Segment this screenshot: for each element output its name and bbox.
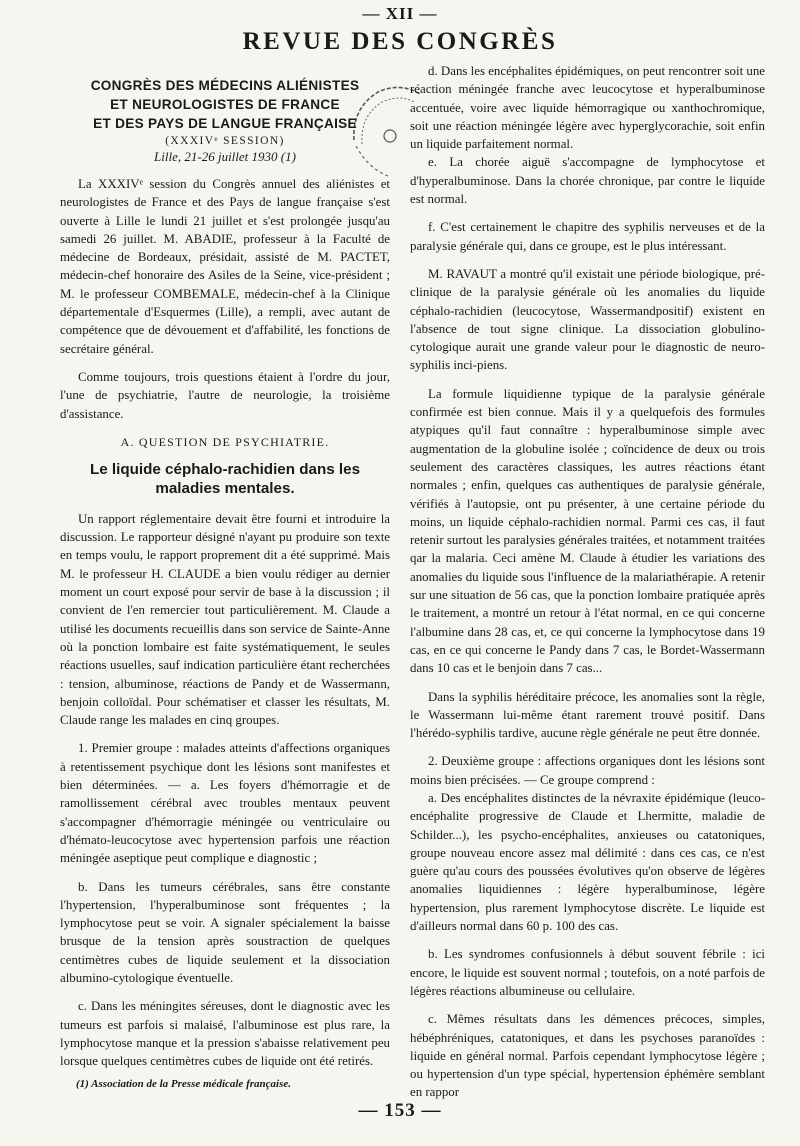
- group1c-paragraph: c. Dans les méningites séreuses, dont le diagnostic avec les tumeurs est parfois si malaisé, l'albuminose est plus rare, la lymphocytose manque et la pression s'abaisse relativement peu lorsque quelques centimètres cubes de liquide ont été retirés.: [60, 999, 390, 1069]
- g2b-paragraph: b. Les syndromes confusionnels à début souvent fébrile : ici encore, le liquide est souvent normal ; toutefois, on a noté parfois de légères réactions albumineuse ou cellulaire.: [410, 947, 765, 998]
- page-number-top: — XII —: [362, 4, 438, 23]
- right-column: [410, 62, 765, 1102]
- article-title: Le liquide céphalo-rachidien dans les maladies mentales.: [89, 460, 361, 497]
- d-paragraph: d. Dans les encéphalites épidémiques, on peut rencontrer soit une réaction méningée franche avec leucocytose et hyperalbuminose accentuée, voire avec liquide hémorragique ou xanthochromique, soit une réaction méningée légère avec hyperglycorachie, soit enfin un liquide parfaitement normal.: [410, 64, 765, 152]
- rapport-paragraph: Un rapport réglementaire devait être fourni et introduire la discussion. Le rapporteur désigné n'ayant pu produire son texte en temps voulu, le rapport proprement dit a été supprimé. Mais M. le professeur H. CLAUDE a bien voulu rédiger au dernier moment un court exposé pour servir de base à la discussion ; il convient de l'en remercier tout particulièrement. M. Claude a utilisé les documents recueillis dans son service de Sainte-Anne où la ponction lombaire est faite systématiquement, le seules réactions usuelles, sauf indication particulière étant recherchées : tension, albuminose, réactions de Pandy et de Wassermann, benjoin colloïdal. Pour schématiser et classer les résultats, M. Claude range les malades en cinq groupes.: [60, 511, 390, 728]
- congress-title-line1: CONGRÈS DES MÉDECINS ALIÉNISTES: [90, 78, 360, 93]
- session-label: (XXXIVᵉ SESSION): [165, 135, 285, 147]
- intro-paragraph: La XXXIVᵉ session du Congrès annuel des aliénistes et neurologistes de France et des Pays de langue française s'est ouverte à Lille le lundi 21 juillet et s'est prolongée jusqu'au samedi 26 juillet. M. ABADIE, professeur à la Faculté de médecine de Bordeaux, présidait, assisté de M. PACTET, médecin-chef honoraire des Asiles de la Seine, vice-président ; M. le professeur COMBEMALE, médecin-chef à la Clinique départementale d'Esquermes (Lille), a rempli, avec autant de compétence que de dévouement et d'affabilité, les fonctions de secrétaire général.: [60, 177, 390, 356]
- congress-title: [60, 76, 390, 133]
- question-heading: A. QUESTION DE PSYCHIATRIE.: [120, 434, 330, 449]
- g2a-paragraph: a. Des encéphalites distinctes de la névraxite épidémique (leuco-encéphalite progressive de Claude et Lhermitte, maladie de Schilder...), les psycho-encéphalites, anxieuses ou catatoniques, groupe nouveau encore assez mal délimité : dans ces cas, ce n'est guère qu'au cours des poussées évolutives qu'on observe de légères anomalies liquidiennes : légère hyperalbuminose, légère hypertension, plus rarement lymphocytose discrète. Le liquide est d'ailleurs normal dans 60 p. 100 des cas.: [410, 790, 765, 934]
- section-title: REVUE DES CONGRÈS: [242, 28, 558, 55]
- g2c-paragraph: c. Mêmes résultats dans les démences précoces, simples, hébéphréniques, catatoniques, et dans les psychoses paranoïdes : liquide en général normal. Parfois cependant lymphocytose légère ; ou hypertension d'un type spécial, hypertension éphémère semblant en rappor: [410, 1012, 765, 1100]
- questions-paragraph: Comme toujours, trois questions étaient à l'ordre du jour, l'une de psychiatrie, l'autre de neurologie, la troisième d'assistance.: [60, 369, 390, 421]
- congress-title-line2: ET NEUROLOGISTES DE FRANCE: [110, 97, 340, 112]
- dateline: Lille, 21-26 juillet 1930 (1): [154, 149, 296, 164]
- group2-paragraph: 2. Deuxième groupe : affections organiques dont les lésions sont moins bien précisées. — Ce groupe comprend :: [410, 754, 765, 787]
- congress-title-line3: ET DES PAYS DE LANGUE FRANÇAISE: [93, 116, 357, 131]
- left-column: [60, 62, 390, 1070]
- page-number-bottom: — 153 —: [358, 1100, 442, 1121]
- hered-paragraph: Dans la syphilis héréditaire précoce, les anomalies sont la règle, le Wassermann lui-même étant rarement trouvé positif. Dans l'hérédo-syphilis tardive, aucune règle générale ne peut être donnée.: [410, 689, 765, 741]
- e-paragraph: e. La chorée aiguë s'accompagne de lymphocytose et d'hyperalbuminose. Dans la chorée chronique, par contre le liquide est normal.: [410, 155, 765, 207]
- f-paragraph: f. C'est certainement le chapitre des syphilis nerveuses et de la paralysie générale qui, dans ce groupe, est le plus intéressant.: [410, 220, 765, 253]
- footnote: (1) Association de la Presse médicale française.: [76, 1078, 291, 1090]
- ravaut-paragraph: M. RAVAUT a montré qu'il existait une période biologique, pré-clinique de la paralysie générale où les anomalies du liquide céphalo-rachidien (leucocytose, Wassermandpositif) existent en l'absence de tout signe clinique. La dissociation globulino-cytologique aurait une grande valeur pour le diagnostic de neuro-syphilis inci-piens.: [410, 266, 765, 373]
- group1-paragraph: 1. Premier groupe : malades atteints d'affections organiques à retentissement psychique dont les lésions sont manifestes et bien déterminées. — a. Les foyers d'hémorragie et de ramollissement cérébral avec troubles mentaux peuvent s'accompagner d'hémorragie méningée ou ventriculaire ou d'hémato-leucocytose avec hypertension parfois une réaction méningée aseptique peut complique e diagnostic ;: [60, 741, 390, 866]
- group1b-paragraph: b. Dans les tumeurs cérébrales, sans être constante l'hypertension, l'hyperalbuminose sont fréquentes ; la lymphocytose peut se voir. A signaler spécialement la baisse brusque de la tension après soustraction de quelques centimètres cubes de liquide seulement et la dissociation albumino-cytologique éventuelle.: [60, 879, 390, 985]
- formule-paragraph: La formule liquidienne typique de la paralysie générale confirmée est bien connue. Mais il y a quelquefois des formules atypiques qu'il faut connaître : hyperalbuminose simple avec augmentation de la globuline isolée ; coïncidence de deux ou trois seulement des caractères classiques, les autres réactions étant normales ; enfin, quelques cas authentiques de paralysie générale, vérifiés à l'autopsie, ont pu présenter, à une certaine période du moins, un liquide céphalo-rachidien normal. Parmi ces cas, il faut retenir surtout les paralysies générales traitées, et notamment traitées qar la malaria. Ceci amène M. Claude à étudier les variations des anomalies du liquide sous l'influence de la malariathérapie. A retenir sur une situation de 56 cas, que la ponction lombaire pratiquée après le traitement, a montré un retour à l'état normal, en ce qui concerne l'albumine dans 28 cas, et, ce qui concerne la lymphocytose dans 19 cas, en ce qui concerne le Pandy dans 7 cas, le Bordet-Wassermann dans 10 cas et le benjoin dans 7 cas...: [410, 386, 765, 676]
